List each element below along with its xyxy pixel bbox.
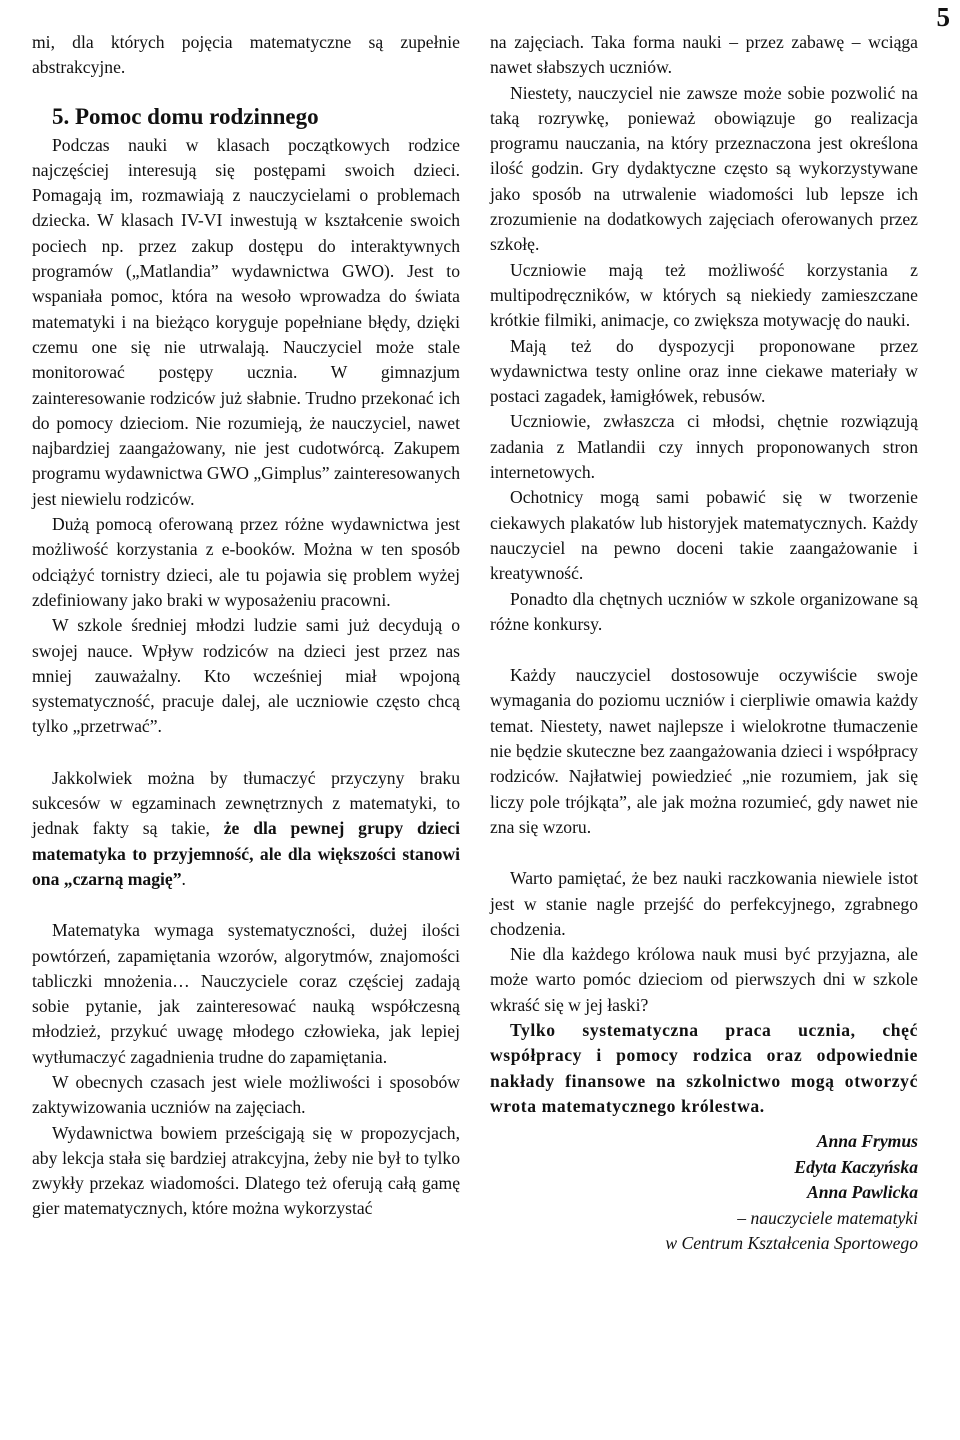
- bold-text-run: że dla pewnej grupy dzieci matematyka to przyjemność, ale dla większości stanowi ona „czarną magię”: [32, 818, 460, 889]
- paragraph: Wydawnictwa bowiem prześcigają się w propozycjach, aby lekcja stała się bardziej atrakcyjna, żeby nie był to tylko zwykły przekaz wiadomości. Dlatego też oferują całą gamę gier matematycznych, które można wykorzystać: [32, 1122, 460, 1219]
- author-institution: w Centrum Kształcenia Sportowego: [665, 1233, 918, 1254]
- paragraph: Podczas nauki w klasach początkowych rodzice najczęściej interesują się postępami swoich dzieci. Pomagają im, rozmawiają z nauczycielami o problemach dziecka. W klasach IV-VI inwestują w kształcenie swoich pociech np. przez zakup dostępu do interaktywnych programów („Matlandia” wydawnictwa GWO). Jest to wspaniała pomoc, która na wesoło wprowadza do świata matematyki i na bieżąco koryguje popełniane błędy, dzięki czemu one się nie utrwalają. Nauczyciel może stale monitorować postępy ucznia. W gimnazjum zainteresowanie rodziców już słabnie. Trudno przekonać ich do pomocy dzieciom. Nie rozumieją, że nauczyciel, nawet najbardziej zaangażowany, nie jest cudotwórcą. Zakupem programu wydawnictwa GWO „Gimplus” zainteresowanych jest niewielu rodziców.: [32, 134, 460, 509]
- paragraph: [32, 766, 460, 892]
- section-heading: 5. Pomoc domu rodzinnego: [52, 103, 319, 129]
- paragraph: na zajęciach. Taka forma nauki – przez zabawę – wciąga nawet słabszych uczniów.: [490, 32, 918, 78]
- paragraph: Matematyka wymaga systematyczności, dużej ilości powtórzeń, zapamiętania wzorów, algorytmów, znajomości tabliczki mnożenia… Nauczyciele coraz częściej zadają sobie pytanie, jak zainteresować nauką współczesną młodzież, przykuć uwagę młodego człowieka, jak lepiej wytłumaczyć zagadnienia trudne do zapamiętania.: [32, 920, 460, 1067]
- left-column: [32, 30, 460, 1222]
- author-name: Edyta Kaczyńska: [794, 1156, 918, 1177]
- paragraph: Nie dla każdego królowa nauk musi być przyjazna, ale może warto pomóc dzieciom od pierwszych dni w szkole wkraść się w jej łaski?: [490, 944, 918, 1015]
- closing-statement: Tylko systematyczna praca ucznia, chęć współpracy i pomocy rodzica oraz odpowiednie nakłady finansowe na szkolnictwo mogą otworzyć wrota matematycznego królestwa.: [490, 1019, 918, 1116]
- page-number: 5: [936, 2, 950, 32]
- paragraph: Uczniowie mają też możliwość korzystania z multipodręczników, w których są niekiedy zamieszczane krótkie filmiki, animacje, co zwiększa motywację do nauki.: [490, 259, 918, 331]
- author-name: Anna Frymus: [816, 1131, 918, 1152]
- text-run: .: [181, 868, 186, 889]
- signatures: [490, 1129, 918, 1257]
- author-name: Anna Pawlicka: [807, 1182, 918, 1203]
- author-role: – nauczyciele matematyki: [737, 1207, 918, 1228]
- paragraph: Warto pamiętać, że bez nauki raczkowania niewiele istot jest w stanie nagle przejść do perfekcyjnego, zgrabnego chodzenia.: [490, 868, 918, 939]
- right-column: [490, 30, 918, 1257]
- paragraph: Każdy nauczyciel dostosowuje oczywiście swoje wymagania do poziomu uczniów i cierpliwie omawia każdy temat. Niestety, nawet najlepsze i wielokrotne tłumaczenie nie będzie skuteczne bez zaangażowania dzieci i współpracy rodziców. Najłatwiej powiedzieć „nie rozumiem, jak się liczy pole trójkąta”, ale jak można rozumieć, gdy nawet nie zna się wzoru.: [490, 665, 918, 837]
- paragraph: W szkole średniej młodzi ludzie sami już decydują o swojej nauce. Wpływ rodziców na dzieci jest przez nas mniej zauważalny. Kto wcześniej miał wpojoną systematyczność, pracuje dalej, ale uczniowie często chcą tylko „przetrwać”.: [32, 615, 460, 737]
- paragraph: Mają też do dyspozycji proponowane przez wydawnictwa testy online oraz inne ciekawe materiały w postaci zagadek, łamigłówek, rebusów.: [490, 335, 918, 407]
- paragraph: Ochotnicy mogą sami pobawić się w tworzenie ciekawych plakatów lub historyjek matematycznych. Każdy nauczyciel na pewno doceni takie zaangażowanie i kreatywność.: [490, 487, 918, 584]
- paragraph: Uczniowie, zwłaszcza ci młodsi, chętnie rozwiązują zadania z Matlandii czy innych proponowanych stron internetowych.: [490, 411, 918, 483]
- paragraph: W obecnych czasach jest wiele możliwości i sposobów zaktywizowania uczniów na zajęciach.: [32, 1071, 460, 1118]
- paragraph: Ponadto dla chętnych uczniów w szkole organizowane są różne konkursy.: [490, 588, 918, 634]
- paragraph: mi, dla których pojęcia matematyczne są zupełnie abstrakcyjne.: [32, 32, 460, 78]
- text-run: Jakkolwiek można by tłumaczyć przyczyny braku sukcesów w egzaminach zewnętrznych z matematyki, to jednak fakty są takie,: [32, 767, 460, 839]
- paragraph: Dużą pomocą oferowaną przez różne wydawnictwa jest możliwość korzystania z e-booków. Można w ten sposób odciążyć tornistry dzieci, ale tu pojawia się problem wyżej zdefiniowany jako braki w wyposażeniu pracowni.: [32, 514, 460, 610]
- paragraph: Niestety, nauczyciel nie zawsze może sobie pozwolić na taką rozrywkę, ponieważ obowiązuje go realizacja programu nauczania, na który przeznaczona jest określona ilość godzin. Gry dydaktyczne często są wykorzystywane jako sposób na utrwalenie wiadomości lub lepsze ich zrozumienie na dodatkowych zajęciach oferowanych przez szkołę.: [490, 82, 918, 255]
